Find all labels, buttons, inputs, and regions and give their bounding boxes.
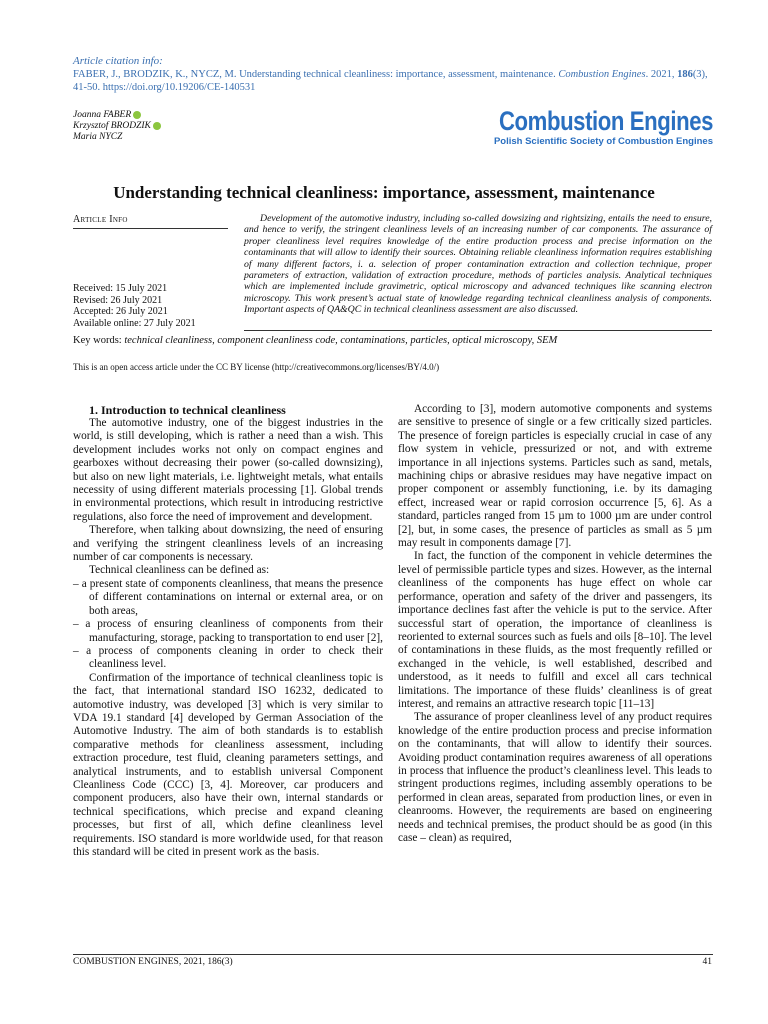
author-list	[73, 110, 161, 143]
paragraph: The automotive industry, one of the biggest industries in the world, is still developing, which is rather a need than a wish. This development includes works not only on compact engines and gearboxes without decreasing their power (so-called downsizing), but also on new light materials, i.e. lightweight metals, what entails necessity of using different materials processing [1]. Global trends in environmental protections, which result in introducing restrictive regulations, also force the need of improvement and development.	[73, 417, 383, 523]
page-number: 41	[702, 957, 712, 967]
paragraph: Therefore, when talking about downsizing, the need of ensuring and verifying the stringent cleanliness levels of an increasing number of car components is necessary.	[73, 524, 383, 564]
citation-year: . 2021,	[645, 69, 678, 80]
abstract: Development of the automotive industry, including so-called dowsizing and rightsizing, entails the need to ensure, and hence to verify, the stringent cleanliness levels of an increasing number of car components. The assurance of proper cleanliness level requires knowledge of the entire production process and precise information on the contaminants that will allow to identify their sources. Obtaining reliable cleanliness information requires establishing of many different factors, i. a. selection of proper contamination extraction and collection technique, proper parameters of extraction, validation of extraction procedure, methods of particles analysis. Analytical techniques which are implemented include gravimetric, optical microscopy and advanced techniques like scanning electron microscopy. This work present’s actual state of knowledge regarding technical cleanliness analysis of components. Important aspects of QA&QC in technical cleanliness assessment are also discussed.	[244, 213, 712, 316]
date-received: Received: 15 July 2021	[73, 283, 168, 294]
list-item: – a process of ensuring cleanliness of components from their manufacturing, storage, packing to transportation to end user [2],	[73, 618, 383, 644]
footer-journal: COMBUSTION ENGINES, 2021, 186(3)	[73, 957, 233, 967]
author-name: Joanna FABER	[73, 110, 132, 120]
column-right	[398, 403, 712, 845]
keywords-label: Key words:	[73, 335, 125, 346]
license-note: This is an open access article under the CC BY license (http://creativecommons.org/licenses/BY/4.0/)	[73, 362, 440, 372]
paragraph: Technical cleanliness can be defined as:	[89, 564, 270, 577]
citation-rest[interactable]: (3), 41-50. https://doi.org/10.19206/CE-140531	[73, 69, 708, 93]
article-info-label: Article Info	[73, 214, 128, 225]
orcid-icon[interactable]	[153, 122, 161, 130]
article-dates	[73, 283, 196, 329]
logo-title: Combustion Engines	[498, 106, 713, 136]
keywords	[73, 335, 557, 346]
logo-subtitle: Polish Scientific Society of Combustion Engines	[493, 136, 713, 147]
date-accepted: Accepted: 26 July 2021	[73, 306, 168, 317]
divider	[73, 954, 713, 955]
column-left	[73, 403, 383, 859]
paragraph: Confirmation of the importance of technical cleanliness topic is the fact, that international standard ISO 16232, dedicated to automotive industry, was developed [3] which is very similar to VDA 19.1 standard [4] developed by German Association of the Automotive Industry. The aim of both standards is to establish comparative methods for cleanliness assessment, including extraction procedure, test fluid, cleaning parameters settings, and analytical instruments, and to establish universal Component Cleanliness Code (CCC) [3, 4]. Moreover, car producers and component producers, also have their own, internal standards or technical specifications, which precise and expand cleaning processes, but first of all, which define cleanliness level requirements. ISO standard is more worldwide used, for that reason this standard will be cited in present work as the basis.	[73, 671, 383, 858]
author-2	[73, 121, 161, 132]
date-online: Available online: 27 July 2021	[73, 317, 196, 329]
list-item: – a present state of components cleanliness, that means the presence of different contaminations on internal or external area, or on both areas,	[73, 577, 383, 617]
orcid-icon[interactable]	[133, 111, 141, 119]
author-3	[73, 132, 161, 143]
paragraph: According to [3], modern automotive components and systems are sensitive to presence of single or a few critically sized particles. The presence of foreign particles is especially crucial in case of any flow system in vehicle, pressurized or not, and with extreme importance in all injections systems. Particles such as sand, metals, machining chips or abrasive residues may have negative impact on proper component or assembly functioning, i.e. by its damaging effect, increased wear or rapid corrosion occurrence [5, 6]. As a standard, particles ranged from 15 µm to 1000 µm are under control [2], but, in some cases, the presence of particles as small as 5 µm may result in components damage [7].	[398, 403, 712, 550]
date-revised: Revised: 26 July 2021	[73, 294, 163, 306]
citation-journal: Combustion Engines	[558, 69, 646, 80]
citation-volume: 186	[677, 69, 693, 80]
journal-logo	[452, 106, 713, 147]
keywords-list: technical cleanliness, component cleanliness code, contaminations, particles, optical microscopy, SEM	[124, 335, 558, 346]
author-name: Maria NYCZ	[73, 132, 123, 142]
list-item: – a process of components cleaning in order to check their cleanliness level.	[73, 644, 383, 671]
divider	[73, 228, 228, 229]
paragraph: The assurance of proper cleanliness level of any product requires knowledge of the entire production process and precise information on the contaminants, that will allow to identify their sources. Avoiding product contamination requires awareness of all operations in process that influence the product’s cleanliness level. This leads to stringent productions regimes, including assembly operations to be performed in clean areas, separated from production lines, or even in cleanrooms. However, the requirements are based on engineering needs and technical premises, the product should be as good (in this case – clean) as required,	[398, 711, 712, 844]
article-title: Understanding technical cleanliness: importance, assessment, maintenance	[113, 183, 655, 202]
section-heading: 1. Introduction to technical cleanliness	[89, 403, 286, 417]
author-name: Krzysztof BRODZIK	[73, 121, 151, 131]
author-1	[73, 110, 161, 121]
citation-authors-title: FABER, J., BRODZIK, K., NYCZ, M. Understanding technical cleanliness: importance, assessment, maintenance.	[73, 69, 559, 80]
citation-text	[73, 68, 713, 94]
paragraph: In fact, the function of the component in vehicle determines the level of permissible particle types and sizes. However, as the internal cleanliness of the components has huge effect on whole car performance, operation and safety of the driver and passengers, its importance declines fast after the vehicle is put to the service. After successful start of operation, the importance of cleanliness is reoriented to external sources such as fuels and oils [8–10]. The level of contaminations in these fluids, as the most frequently refilled or exchanged in the vehicle, is well established, described and understood, as it needs to fulfill and excel all cars technical limitations. The importance of these fluids’ cleanliness is of great interest, and remains an attractive research topic [11–13]	[398, 550, 712, 710]
divider	[244, 330, 712, 331]
citation-heading: Article citation info:	[73, 55, 163, 67]
